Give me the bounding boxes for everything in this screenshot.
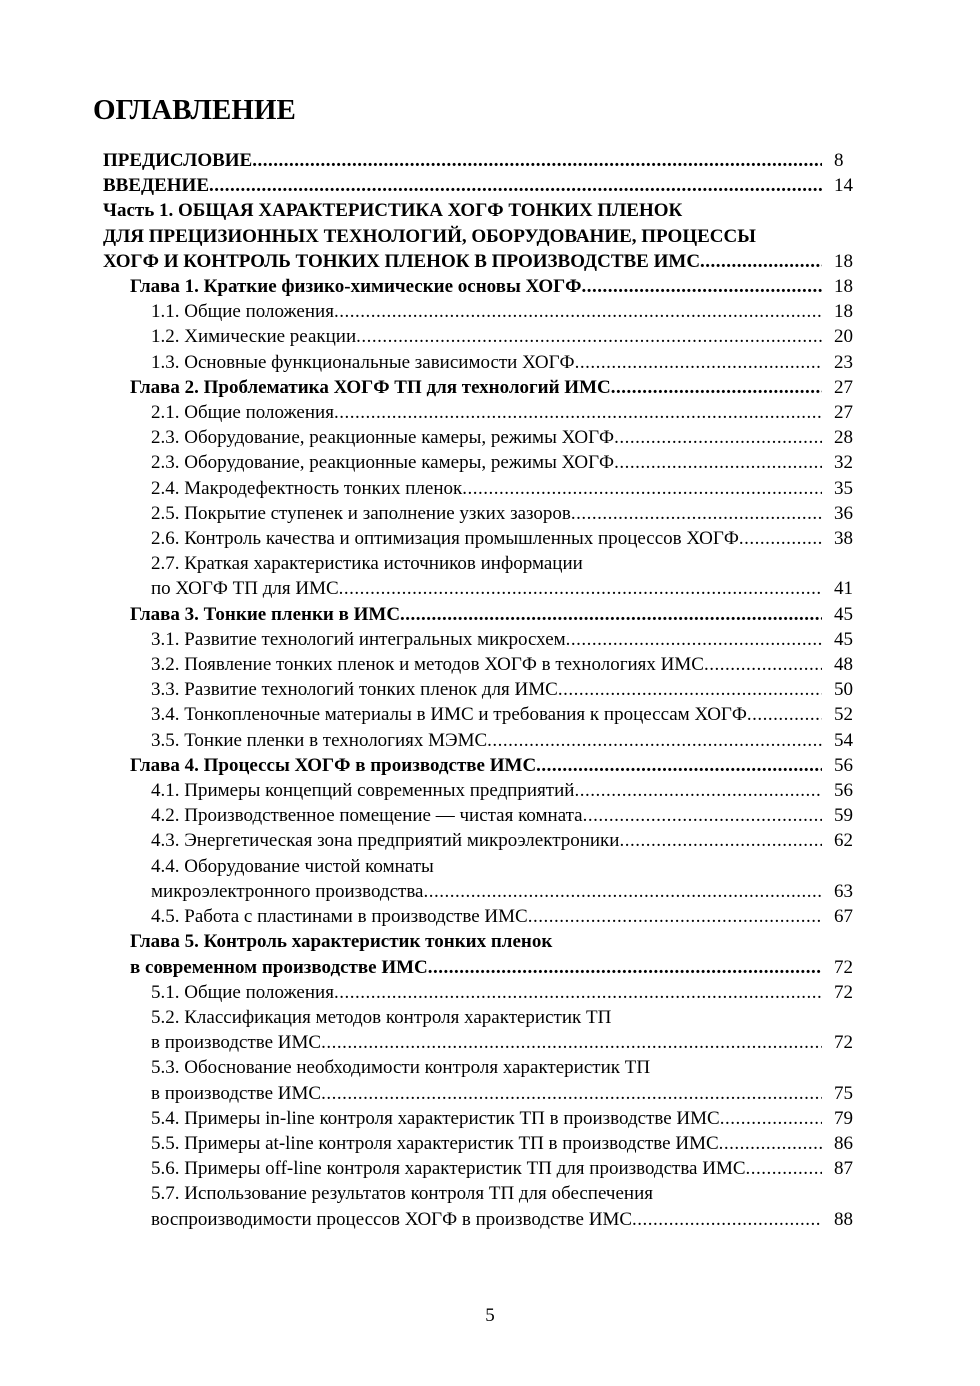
toc-entry (103, 854, 866, 904)
toc-entry (103, 677, 866, 702)
toc-entry (103, 324, 866, 349)
toc-entry-title: воспроизводимости процессов ХОГФ в производстве ИМС (151, 1208, 633, 1230)
toc-entry-row (130, 375, 866, 400)
toc-entry-row (151, 803, 866, 828)
dot-leader (462, 476, 822, 501)
toc-entry-title: ПРЕДИСЛОВИЕ (103, 150, 253, 171)
toc-entry-row (151, 576, 866, 601)
toc-entry-page: 23 (834, 351, 853, 373)
toc-entry (103, 551, 866, 601)
toc-entry-row (151, 652, 866, 677)
toc-entry-page: 79 (834, 1107, 853, 1129)
toc-entry-page: 72 (834, 956, 853, 978)
toc-entry-title: 2.4. Макродефектность тонких пленок (151, 477, 463, 499)
toc-entry-title: Глава 2. Проблематика ХОГФ ТП для технологий ИМС (130, 376, 611, 398)
toc-entry-row (151, 400, 866, 425)
toc-entry (103, 1131, 866, 1156)
toc-entry (103, 652, 866, 677)
toc-entry-title: 2.6. Контроль качества и оптимизация промышленных процессов ХОГФ (151, 528, 739, 550)
toc-entry-title: ХОГФ И КОНТРОЛЬ ТОНКИХ ПЛЕНОК В ПРОИЗВОДСТВЕ ИМС (103, 250, 701, 272)
toc-entry-row (151, 677, 866, 702)
dot-leader (428, 955, 822, 980)
toc-entry-row (151, 778, 866, 803)
toc-entry-title: ВВЕДЕНИЕ (103, 175, 209, 197)
toc-entry-title: 4.5. Работа с пластинами в производстве ИМС (151, 906, 528, 928)
toc-entry (103, 350, 866, 375)
toc-entry-page: 45 (834, 603, 853, 625)
toc-entry-row (130, 274, 866, 299)
toc-entry-row (151, 501, 866, 526)
page-title: ОГЛАВЛЕНИЕ (93, 94, 296, 126)
dot-leader (400, 602, 822, 627)
dot-leader (536, 753, 822, 778)
toc-entry (103, 425, 866, 450)
dot-leader (528, 904, 822, 929)
toc-entry-page: 18 (834, 301, 853, 323)
toc-entry (103, 198, 866, 274)
dot-leader (487, 728, 822, 753)
toc-entry-page: 8 (834, 150, 844, 171)
toc-entry-title: 1.1. Общие положения (151, 301, 334, 323)
dot-leader (321, 1081, 822, 1106)
toc-entry (103, 929, 866, 979)
toc-entry-title: 5.6. Примеры off-line контроля характеристик ТП для производства ИМС (151, 1158, 746, 1180)
dot-leader (209, 173, 822, 198)
toc-entry-page: 72 (834, 1032, 853, 1054)
toc-entry-title-line: 5.3. Обоснование необходимости контроля характеристик ТП (151, 1057, 651, 1079)
dot-leader (632, 1207, 822, 1232)
toc-entry-title: 2.3. Оборудование, реакционные камеры, режимы ХОГФ (151, 427, 615, 449)
dot-leader (334, 980, 822, 1005)
dot-leader (339, 576, 822, 601)
dot-leader (611, 375, 822, 400)
toc-entry-title: 4.1. Примеры концепций современных предприятий (151, 780, 575, 802)
dot-leader (356, 324, 822, 349)
toc-entry-title: 2.5. Покрытие ступенек и заполнение узких зазоров (151, 502, 571, 524)
table-of-contents (103, 148, 866, 1232)
toc-entry-title: 4.3. Энергетическая зона предприятий микроэлектроники (151, 830, 620, 852)
dot-leader (614, 450, 822, 475)
toc-entry-row (151, 1156, 866, 1181)
dot-leader (566, 627, 822, 652)
toc-entry-row (151, 1030, 866, 1055)
toc-entry-title: в производстве ИМС (151, 1032, 322, 1054)
toc-entry-page: 38 (834, 528, 853, 550)
dot-leader (334, 400, 822, 425)
toc-entry (103, 476, 866, 501)
toc-entry-page: 52 (834, 704, 853, 726)
toc-entry-row (151, 980, 866, 1005)
toc-entry-row (151, 1106, 866, 1131)
toc-entry-row (130, 602, 866, 627)
toc-entry-title: 1.2. Химические реакции (151, 326, 357, 348)
toc-entry (103, 501, 866, 526)
dot-leader (575, 350, 822, 375)
toc-entry (103, 980, 866, 1005)
toc-entry-page: 54 (834, 729, 853, 751)
toc-entry (103, 627, 866, 652)
toc-entry-title-line: Часть 1. ОБЩАЯ ХАРАКТЕРИСТИКА ХОГФ ТОНКИХ ПЛЕНОК (103, 200, 683, 222)
toc-entry (103, 778, 866, 803)
toc-entry-page: 67 (834, 906, 853, 928)
toc-entry-title-line: 2.7. Краткая характеристика источников информации (151, 553, 583, 575)
toc-entry-title: Глава 3. Тонкие пленки в ИМС (130, 603, 401, 625)
toc-entry-row (151, 299, 866, 324)
toc-entry-title: 2.1. Общие положения (151, 402, 334, 424)
toc-entry-title: 5.1. Общие положения (151, 981, 334, 1003)
toc-entry (103, 274, 866, 299)
dot-leader (582, 274, 822, 299)
toc-entry-title: микроэлектронного производства (151, 880, 424, 902)
toc-entry-title: 3.5. Тонкие пленки в технологиях МЭМС (151, 729, 488, 751)
dot-leader (614, 425, 822, 450)
toc-entry-page: 75 (834, 1082, 853, 1104)
toc-entry-page: 45 (834, 628, 853, 650)
toc-entry (103, 375, 866, 400)
toc-entry-title: Глава 1. Краткие физико-химические основы ХОГФ (130, 276, 582, 298)
toc-entry-title: 1.3. Основные функциональные зависимости ХОГФ (151, 351, 575, 373)
toc-entry-page: 20 (834, 326, 853, 348)
toc-entry-row (151, 450, 866, 475)
toc-entry-row (103, 249, 866, 274)
toc-entry-page: 35 (834, 477, 853, 499)
toc-entry-page: 87 (834, 1158, 853, 1180)
toc-entry-row (151, 1207, 866, 1232)
toc-entry (103, 173, 866, 198)
toc-entry (103, 1005, 866, 1055)
toc-entry (103, 148, 866, 173)
toc-entry-page: 32 (834, 452, 853, 474)
toc-entry-row (151, 728, 866, 753)
toc-entry-page: 56 (834, 780, 853, 802)
dot-leader (719, 1131, 822, 1156)
toc-entry-row (130, 955, 866, 980)
toc-entry-page: 27 (834, 376, 853, 398)
dot-leader (700, 249, 822, 274)
toc-entry-title: 4.2. Производственное помещение — чистая комната (151, 805, 583, 827)
toc-entry (103, 828, 866, 853)
toc-entry (103, 602, 866, 627)
dot-leader (704, 652, 822, 677)
toc-entry-row (103, 148, 866, 173)
toc-entry-row (151, 828, 866, 853)
dot-leader (574, 778, 822, 803)
toc-entry (103, 1055, 866, 1105)
toc-entry-page: 18 (834, 276, 853, 298)
toc-entry-row (151, 627, 866, 652)
toc-entry-title: 2.3. Оборудование, реакционные камеры, режимы ХОГФ (151, 452, 615, 474)
toc-entry-page: 59 (834, 805, 853, 827)
toc-entry-title: 3.3. Развитие технологий тонких пленок для ИМС (151, 679, 558, 701)
toc-entry-page: 72 (834, 981, 853, 1003)
toc-entry-page: 27 (834, 402, 853, 424)
toc-entry-title: 5.4. Примеры in-line контроля характеристик ТП в производстве ИМС (151, 1107, 720, 1129)
dot-leader (558, 677, 822, 702)
dot-leader (252, 148, 822, 173)
toc-entry-page: 28 (834, 427, 853, 449)
toc-entry-row (151, 1081, 866, 1106)
toc-entry-title: 3.1. Развитие технологий интегральных микросхем (151, 628, 566, 650)
toc-entry-title: 3.4. Тонкопленочные материалы в ИМС и требования к процессам ХОГФ (151, 704, 747, 726)
toc-entry-row (151, 350, 866, 375)
toc-entry-title-line: 4.4. Оборудование чистой комнаты (151, 855, 434, 877)
page-number: 5 (485, 1305, 495, 1326)
toc-entry (103, 702, 866, 727)
toc-entry-page: 63 (834, 880, 853, 902)
toc-entry-page: 88 (834, 1208, 853, 1230)
toc-entry (103, 400, 866, 425)
toc-entry-title: 5.5. Примеры at-line контроля характеристик ТП в производстве ИМС (151, 1132, 719, 1154)
toc-entry-title-line: 5.7. Использование результатов контроля ТП для обеспечения (151, 1183, 653, 1205)
toc-entry (103, 753, 866, 778)
dot-leader (720, 1106, 822, 1131)
dot-leader (334, 299, 822, 324)
toc-entry-page: 56 (834, 754, 853, 776)
toc-entry-title: по ХОГФ ТП для ИМС (151, 578, 339, 600)
toc-entry-title: Глава 4. Процессы ХОГФ в производстве ИМС (130, 754, 537, 776)
toc-entry-row (151, 702, 866, 727)
toc-entry (103, 450, 866, 475)
toc-entry (103, 1156, 866, 1181)
dot-leader (739, 526, 822, 551)
toc-entry-title: 3.2. Появление тонких пленок и методов ХОГФ в технологиях ИМС (151, 654, 704, 676)
toc-entry (103, 1106, 866, 1131)
toc-entry-page: 18 (834, 250, 853, 272)
dot-leader (321, 1030, 822, 1055)
toc-entry-page: 14 (834, 175, 853, 197)
toc-entry-row (151, 476, 866, 501)
dot-leader (746, 1156, 822, 1181)
toc-entry-page: 36 (834, 502, 853, 524)
toc-entry-row (151, 1131, 866, 1156)
toc-entry (103, 803, 866, 828)
toc-entry-row (151, 904, 866, 929)
toc-entry-row (151, 425, 866, 450)
toc-entry-page: 41 (834, 578, 853, 600)
toc-entry-row (103, 173, 866, 198)
toc-entry-row (151, 324, 866, 349)
toc-entry (103, 1181, 866, 1231)
toc-entry-title: в современном производстве ИМС (130, 956, 428, 978)
dot-leader (583, 803, 822, 828)
toc-entry-row (130, 753, 866, 778)
toc-entry-page: 50 (834, 679, 853, 701)
dot-leader (571, 501, 822, 526)
toc-entry-page: 62 (834, 830, 853, 852)
toc-entry-title: в производстве ИМС (151, 1082, 322, 1104)
toc-entry-title-line: ДЛЯ ПРЕЦИЗИОННЫХ ТЕХНОЛОГИЙ, ОБОРУДОВАНИЕ, ПРОЦЕССЫ (103, 225, 756, 247)
toc-entry (103, 299, 866, 324)
toc-entry (103, 526, 866, 551)
toc-entry (103, 904, 866, 929)
toc-entry (103, 728, 866, 753)
toc-entry-row (151, 879, 866, 904)
toc-entry-title-line: Глава 5. Контроль характеристик тонких пленок (130, 931, 553, 953)
dot-leader (424, 879, 823, 904)
dot-leader (619, 828, 822, 853)
toc-entry-page: 86 (834, 1132, 853, 1154)
dot-leader (747, 702, 822, 727)
toc-entry-title-line: 5.2. Классификация методов контроля характеристик ТП (151, 1006, 612, 1028)
toc-entry-page: 48 (834, 654, 853, 676)
toc-entry-row (151, 526, 866, 551)
